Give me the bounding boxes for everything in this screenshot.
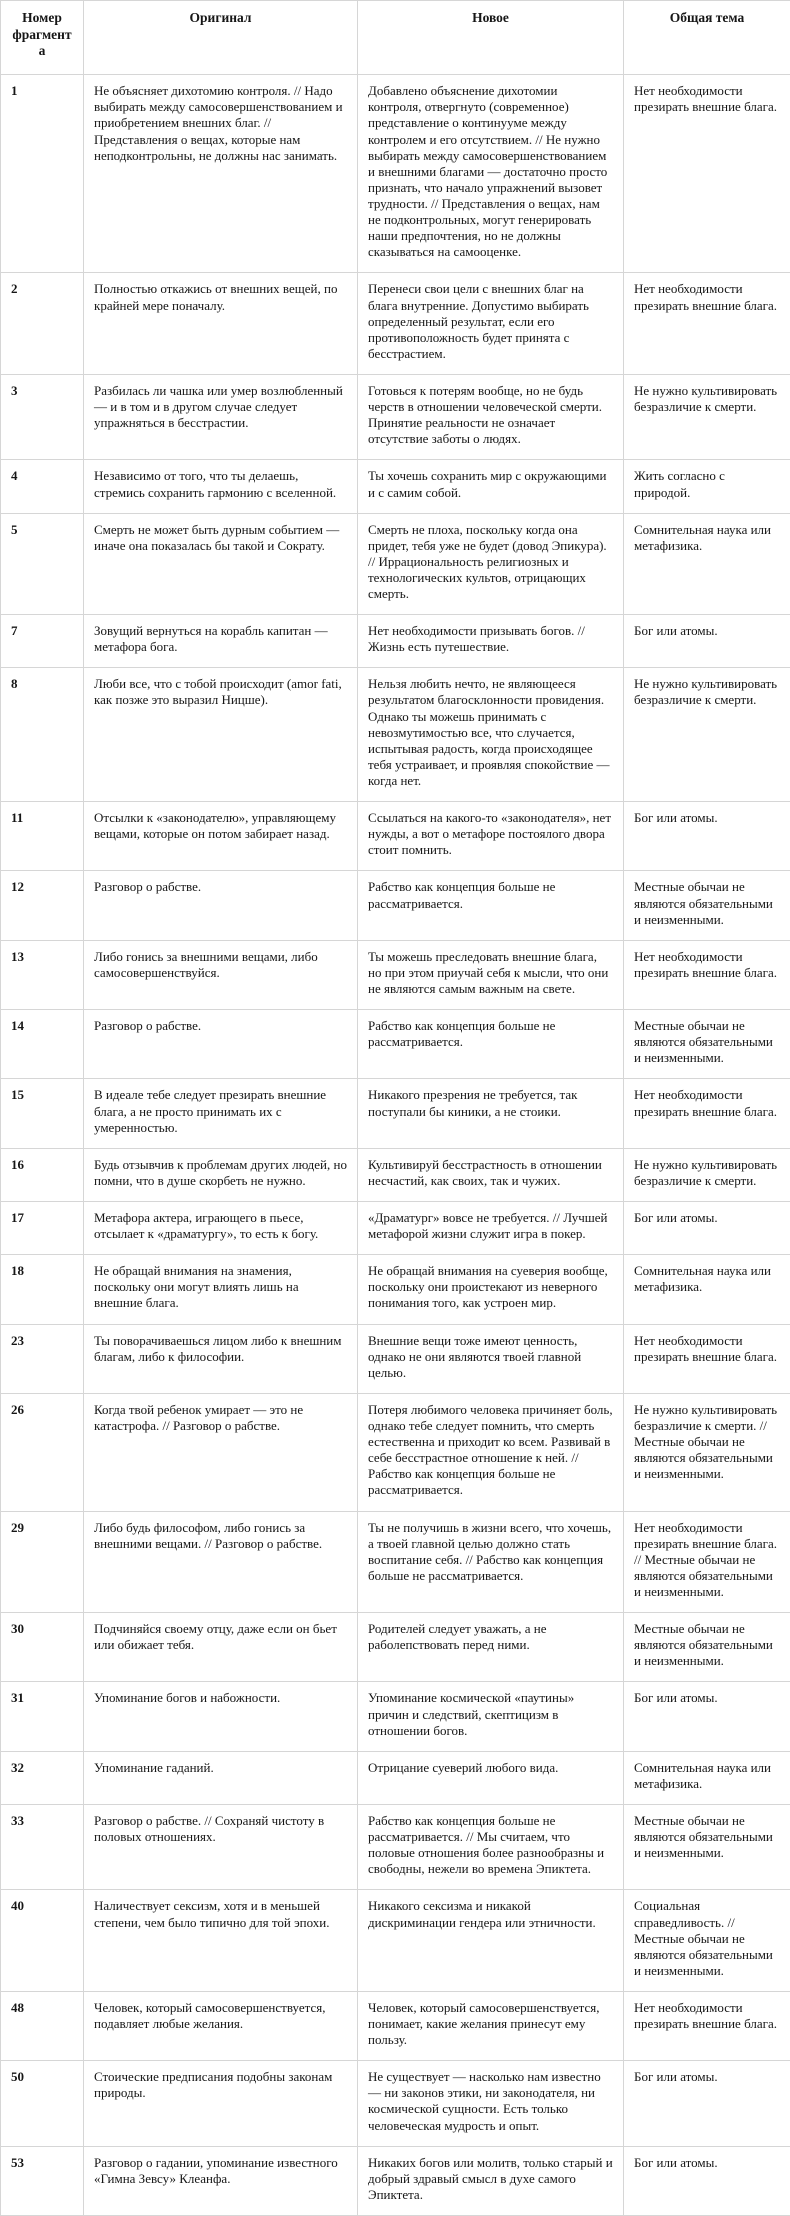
fragment-number-cell: 5 — [1, 513, 84, 615]
theme-cell: Бог или атомы. — [624, 802, 790, 871]
theme-cell: Местные обычаи не являются обязательными и неизменными. — [624, 1613, 790, 1682]
theme-cell: Не нужно культивировать безразличие к смерти. — [624, 668, 790, 802]
fragment-number-cell: 31 — [1, 1682, 84, 1751]
original-text-cell: Разговор о рабстве. — [84, 1010, 358, 1079]
fragment-number-cell: 8 — [1, 668, 84, 802]
column-header-original: Оригинал — [84, 1, 358, 75]
original-text-cell: Независимо от того, что ты делаешь, стремись сохранить гармонию с вселенной. — [84, 460, 358, 513]
new-text-cell: Рабство как концепция больше не рассматривается. // Мы считаем, что половые отношения более разнообразны и свободны, нежели во времена Эпиктета. — [358, 1804, 624, 1889]
table-row — [1, 513, 790, 615]
fragment-number-cell: 48 — [1, 1991, 84, 2060]
theme-cell: Бог или атомы. — [624, 2061, 790, 2146]
theme-cell: Местные обычаи не являются обязательными и неизменными. — [624, 1804, 790, 1889]
original-text-cell: Смерть не может быть дурным событием — иначе она показалась бы такой и Сократу. — [84, 513, 358, 615]
new-text-cell: Нельзя любить нечто, не являющееся результатом благосклонности провидения. Однако ты можешь принимать с невозмутимостью все, что случается, испытывая радость, когда происходящее тебя устраивает, и проявляя спокойствие — когда нет. — [358, 668, 624, 802]
fragment-number-cell: 18 — [1, 1255, 84, 1324]
new-text-cell: Родителей следует уважать, а не раболепствовать перед ними. — [358, 1613, 624, 1682]
new-text-cell: Никаких богов или молитв, только старый и добрый здравый смысл в духе самого Эпиктета. — [358, 2146, 624, 2215]
table-row — [1, 1613, 790, 1682]
theme-cell: Бог или атомы. — [624, 2146, 790, 2215]
fragment-number-cell: 29 — [1, 1511, 84, 1613]
new-text-cell: Ты не получишь в жизни всего, что хочешь, а твоей главной целью должно стать воспитание себя. // Рабство как концепция больше не рассматривается. — [358, 1511, 624, 1613]
theme-cell: Не нужно культивировать безразличие к смерти. — [624, 1148, 790, 1201]
table-row — [1, 615, 790, 668]
original-text-cell: Ты поворачиваешься лицом либо к внешним благам, либо к философии. — [84, 1324, 358, 1393]
table-row — [1, 940, 790, 1009]
theme-cell: Бог или атомы. — [624, 1202, 790, 1255]
table-row — [1, 2061, 790, 2146]
theme-cell: Социальная справедливость. // Местные обычаи не являются обязательными и неизменными. — [624, 1890, 790, 1992]
table-row — [1, 668, 790, 802]
new-text-cell: Готовься к потерям вообще, но не будь черств в отношении человеческой смерти. Принятие реальности не означает отсутствие заботы о людях. — [358, 374, 624, 459]
original-text-cell: Либо будь философом, либо гонись за внешними вещами. // Разговор о рабстве. — [84, 1511, 358, 1613]
fragment-number-cell: 30 — [1, 1613, 84, 1682]
original-text-cell: Не обращай внимания на знамения, поскольку они могут влиять лишь на внешние блага. — [84, 1255, 358, 1324]
new-text-cell: Нет необходимости призывать богов. // Жизнь есть путешествие. — [358, 615, 624, 668]
theme-cell: Нет необходимости презирать внешние блага. — [624, 940, 790, 1009]
header-row — [1, 1, 790, 75]
fragment-number-cell: 3 — [1, 374, 84, 459]
fragment-number-cell: 17 — [1, 1202, 84, 1255]
column-header-new: Новое — [358, 1, 624, 75]
table-row — [1, 1010, 790, 1079]
fragment-number-cell: 53 — [1, 2146, 84, 2215]
column-header-fragment-number: Номер фрагмента — [1, 1, 84, 75]
theme-cell: Бог или атомы. — [624, 615, 790, 668]
original-text-cell: Человек, который самосовершенствуется, подавляет любые желания. — [84, 1991, 358, 2060]
table-row — [1, 1079, 790, 1148]
new-text-cell: Упоминание космической «паутины» причин и следствий, скептицизм в отношении богов. — [358, 1682, 624, 1751]
table-row — [1, 1991, 790, 2060]
original-text-cell: Разговор о рабстве. — [84, 871, 358, 940]
fragment-number-cell: 14 — [1, 1010, 84, 1079]
new-text-cell: «Драматург» вовсе не требуется. // Лучшей метафорой жизни служит игра в покер. — [358, 1202, 624, 1255]
fragment-number-cell: 16 — [1, 1148, 84, 1201]
original-text-cell: Разговор о гадании, упоминание известного «Гимна Зевсу» Клеанфа. — [84, 2146, 358, 2215]
new-text-cell: Не существует — насколько нам известно — ни законов этики, ни законодателя, ни космической сущности. Есть только человеческая мудрость и опыт. — [358, 2061, 624, 2146]
table-row — [1, 1148, 790, 1201]
table-row — [1, 1751, 790, 1804]
table-row — [1, 1682, 790, 1751]
fragment-number-cell: 15 — [1, 1079, 84, 1148]
original-text-cell: Упоминание богов и набожности. — [84, 1682, 358, 1751]
table-row — [1, 1511, 790, 1613]
new-text-cell: Рабство как концепция больше не рассматривается. — [358, 1010, 624, 1079]
new-text-cell: Ссылаться на какого-то «законодателя», нет нужды, а вот о метафоре постоялого двора стоит помнить. — [358, 802, 624, 871]
new-text-cell: Человек, который самосовершенствуется, понимает, какие желания принесут ему пользу. — [358, 1991, 624, 2060]
fragment-number-cell: 2 — [1, 273, 84, 375]
original-text-cell: Будь отзывчив к проблемам других людей, но помни, что в душе скорбеть не нужно. — [84, 1148, 358, 1201]
fragment-number-cell: 1 — [1, 75, 84, 273]
original-text-cell: Разбилась ли чашка или умер возлюбленный — и в том и в другом случае следует упражняться в бесстрастии. — [84, 374, 358, 459]
table-row — [1, 2146, 790, 2215]
new-text-cell: Культивируй бесстрастность в отношении несчастий, как своих, так и чужих. — [358, 1148, 624, 1201]
fragment-number-cell: 33 — [1, 1804, 84, 1889]
theme-cell: Нет необходимости презирать внешние блага. — [624, 273, 790, 375]
new-text-cell: Рабство как концепция больше не рассматривается. — [358, 871, 624, 940]
fragment-number-cell: 4 — [1, 460, 84, 513]
table-row — [1, 273, 790, 375]
new-text-cell: Добавлено объяснение дихотомии контроля, отвергнуто (современное) представление о континууме между контролем и его отсутствием. // Не нужно выбирать между самосовершенствованием и внешними благами — достаточно просто признать, что начало упражнений вызовет трудности. // Представления о вещах, нам не подконтрольных, могут генерировать наши предпочтения, но не должны сказываться на самооценке. — [358, 75, 624, 273]
table-row — [1, 75, 790, 273]
fragment-number-cell: 11 — [1, 802, 84, 871]
original-text-cell: Упоминание гаданий. — [84, 1751, 358, 1804]
theme-cell: Бог или атомы. — [624, 1682, 790, 1751]
theme-cell: Не нужно культивировать безразличие к смерти. // Местные обычаи не являются обязательными и неизменными. — [624, 1393, 790, 1511]
original-text-cell: Наличествует сексизм, хотя и в меньшей степени, чем было типично для той эпохи. — [84, 1890, 358, 1992]
table-row — [1, 1202, 790, 1255]
fragment-number-cell: 23 — [1, 1324, 84, 1393]
new-text-cell: Ты хочешь сохранить мир с окружающими и с самим собой. — [358, 460, 624, 513]
new-text-cell: Отрицание суеверий любого вида. — [358, 1751, 624, 1804]
fragment-number-cell: 13 — [1, 940, 84, 1009]
table-row — [1, 374, 790, 459]
original-text-cell: Подчиняйся своему отцу, даже если он бьет или обижает тебя. — [84, 1613, 358, 1682]
table-row — [1, 871, 790, 940]
theme-cell: Нет необходимости презирать внешние блага. — [624, 1079, 790, 1148]
table-row — [1, 1890, 790, 1992]
table-row — [1, 1255, 790, 1324]
table-row — [1, 802, 790, 871]
theme-cell: Местные обычаи не являются обязательными и неизменными. — [624, 1010, 790, 1079]
original-text-cell: Либо гонись за внешними вещами, либо самосовершенствуйся. — [84, 940, 358, 1009]
theme-cell: Нет необходимости презирать внешние блага. — [624, 75, 790, 273]
original-text-cell: Стоические предписания подобны законам природы. — [84, 2061, 358, 2146]
theme-cell: Жить согласно с природой. — [624, 460, 790, 513]
original-text-cell: Отсылки к «законодателю», управляющему вещами, которые он потом забирает назад. — [84, 802, 358, 871]
original-text-cell: Разговор о рабстве. // Сохраняй чистоту в половых отношениях. — [84, 1804, 358, 1889]
new-text-cell: Никакого сексизма и никакой дискриминации гендера или этничности. — [358, 1890, 624, 1992]
original-text-cell: Полностью откажись от внешних вещей, по крайней мере поначалу. — [84, 273, 358, 375]
theme-cell: Нет необходимости презирать внешние блага. — [624, 1991, 790, 2060]
original-text-cell: В идеале тебе следует презирать внешние блага, а не просто принимать их с умеренностью. — [84, 1079, 358, 1148]
original-text-cell: Когда твой ребенок умирает — это не катастрофа. // Разговор о рабстве. — [84, 1393, 358, 1511]
new-text-cell: Перенеси свои цели с внешних благ на блага внутренние. Допустимо выбирать определенный результат, если его противоположность будет принята с бесстрастием. — [358, 273, 624, 375]
original-text-cell: Люби все, что с тобой происходит (amor fati, как позже это выразил Ницше). — [84, 668, 358, 802]
theme-cell: Местные обычаи не являются обязательными и неизменными. — [624, 871, 790, 940]
table-body — [1, 75, 790, 2216]
fragment-number-cell: 26 — [1, 1393, 84, 1511]
table-row — [1, 1324, 790, 1393]
theme-cell: Сомнительная наука или метафизика. — [624, 1255, 790, 1324]
new-text-cell: Никакого презрения не требуется, так поступали бы киники, а не стоики. — [358, 1079, 624, 1148]
original-text-cell: Метафора актера, играющего в пьесе, отсылает к «драматургу», то есть к богу. — [84, 1202, 358, 1255]
table-row — [1, 1804, 790, 1889]
column-header-theme: Общая тема — [624, 1, 790, 75]
new-text-cell: Внешние вещи тоже имеют ценность, однако не они являются твоей главной целью. — [358, 1324, 624, 1393]
fragment-number-cell: 40 — [1, 1890, 84, 1992]
theme-cell: Сомнительная наука или метафизика. — [624, 513, 790, 615]
fragment-number-cell: 12 — [1, 871, 84, 940]
original-text-cell: Зовущий вернуться на корабль капитан — метафора бога. — [84, 615, 358, 668]
fragment-number-cell: 32 — [1, 1751, 84, 1804]
fragment-number-cell: 7 — [1, 615, 84, 668]
new-text-cell: Смерть не плоха, поскольку когда она придет, тебя уже не будет (довод Эпикура). // Иррациональность религиозных и технологических культов, отрицающих смерть. — [358, 513, 624, 615]
original-text-cell: Не объясняет дихотомию контроля. // Надо выбирать между самосовершенствованием и приобретением внешних благ. // Представления о вещах, которые нам неподконтрольны, не должны нас занимать. — [84, 75, 358, 273]
new-text-cell: Потеря любимого человека причиняет боль, однако тебе следует помнить, что смерть естественна и приходит ко всем. Развивай в себе бесстрастное отношение к ней. // Рабство как концепция больше не рассматривается. — [358, 1393, 624, 1511]
fragment-number-cell: 50 — [1, 2061, 84, 2146]
table-row — [1, 1393, 790, 1511]
theme-cell: Нет необходимости презирать внешние блага. — [624, 1324, 790, 1393]
table-header — [1, 1, 790, 75]
theme-cell: Сомнительная наука или метафизика. — [624, 1751, 790, 1804]
theme-cell: Не нужно культивировать безразличие к смерти. — [624, 374, 790, 459]
table-row — [1, 460, 790, 513]
new-text-cell: Не обращай внимания на суеверия вообще, поскольку они проистекают из неверного понимания того, как устроен мир. — [358, 1255, 624, 1324]
theme-cell: Нет необходимости презирать внешние блага. // Местные обычаи не являются обязательными и неизменными. — [624, 1511, 790, 1613]
new-text-cell: Ты можешь преследовать внешние блага, но при этом приучай себя к мысли, что они не являются самым важным на свете. — [358, 940, 624, 1009]
